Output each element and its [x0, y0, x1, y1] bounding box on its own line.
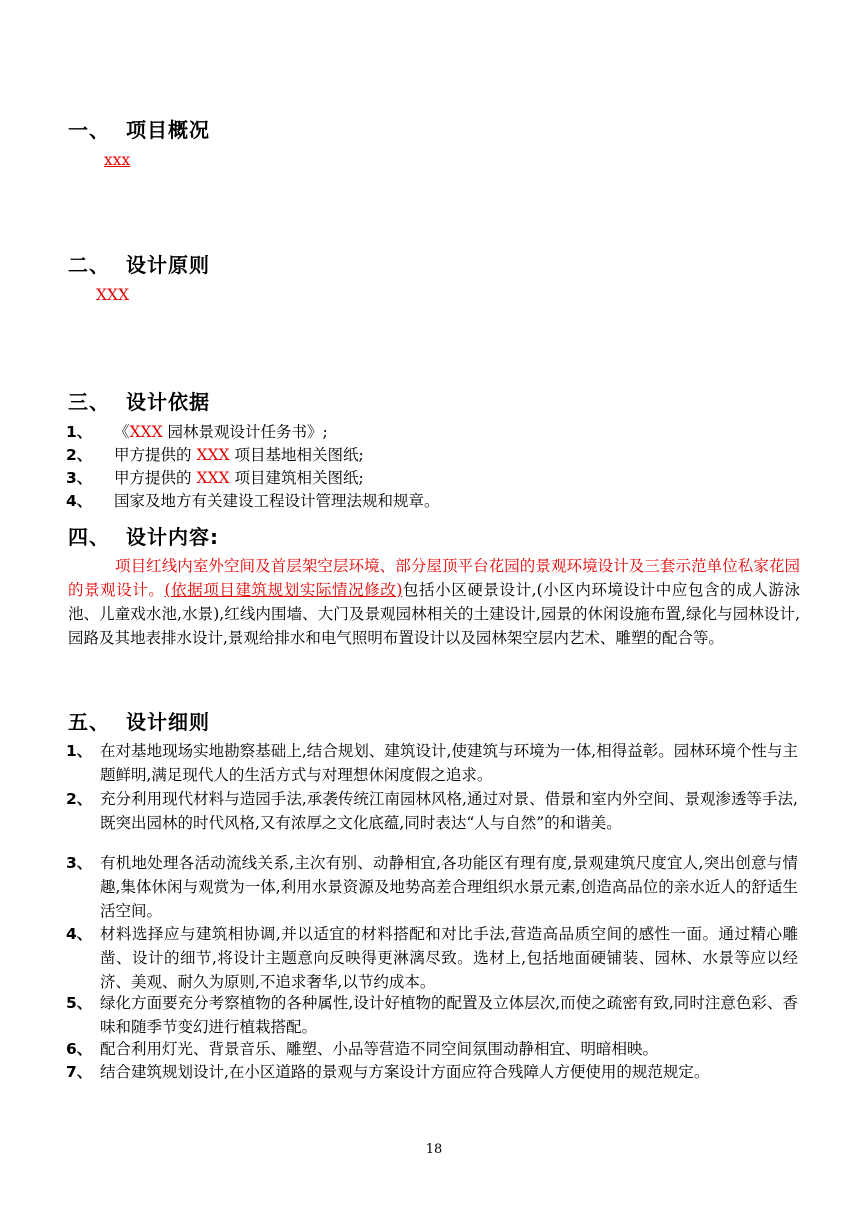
heading-design-content	[68, 521, 219, 550]
heading-number: 二、	[68, 253, 110, 277]
list-item	[66, 991, 798, 1039]
heading-title: 设计内容:	[126, 525, 219, 549]
list-item-number: 3、	[66, 469, 93, 487]
heading-design-details	[68, 706, 210, 735]
list-item-number: 4、	[66, 925, 93, 943]
list-item-text: 国家及地方有关建设工程设计管理法规和规章。	[114, 492, 440, 510]
design-content-note: (依据项目建筑规划实际情况修改)	[164, 581, 403, 599]
list-item-placeholder: XXX	[129, 423, 163, 441]
list-item	[66, 443, 798, 467]
list-item	[66, 420, 798, 444]
list-item-number: 5、	[66, 994, 93, 1012]
heading-title: 设计原则	[126, 253, 210, 277]
list-item-text: 项目基地相关图纸;	[229, 446, 364, 464]
heading-design-principles	[68, 249, 210, 278]
list-item-text: 结合建筑规划设计,在小区道路的景观与方案设计方面应符合残障人方便使用的规范规定。	[100, 1063, 710, 1081]
heading-title: 设计依据	[126, 390, 210, 414]
list-item-text: 甲方提供的	[114, 469, 197, 487]
list-item-text: 园林景观设计任务书》;	[162, 423, 328, 441]
design-content-details: 包括小区硬景设计,(小区内环境设计中应包含的成人游泳池、儿童戏水池,水景),红线内围墙、大门及景观园林相关的土建设计,园景的休闲设施布置,绿化与园林设计,园路及其地表排水设计,景观给排水和电气照明布置设计以及园林架空层内艺术、雕塑的配合等。	[68, 581, 800, 647]
list-item-text: 项目建筑相关图纸;	[229, 469, 364, 487]
list-item-text: 材料选择应与建筑相协调,并以适宜的材料搭配和对比手法,营造高品质空间的感性一面。通过精心雕凿、设计的细节,将设计主题意向反映得更淋漓尽致。选材上,包括地面硬铺装、园林、水景等应以经济、美观、耐久为原则,不追求奢华,以节约成本。	[100, 925, 798, 991]
heading-number: 四、	[68, 525, 110, 549]
heading-number: 一、	[68, 118, 110, 142]
list-item	[66, 1060, 798, 1084]
project-overview-body: xxx	[104, 151, 131, 169]
design-content-scope: 项目红线内室外空间及首层架空层环境、部分屋顶平台花园的景观环境设计及三套示范单位私家花园的景观设计。	[68, 557, 800, 599]
list-item-text: 配合利用灯光、背景音乐、雕塑、小品等营造不同空间氛围动静相宜、明暗相映。	[100, 1040, 659, 1058]
list-item	[66, 489, 798, 513]
heading-number: 五、	[68, 710, 110, 734]
list-item	[66, 739, 798, 787]
list-item	[66, 1037, 798, 1061]
list-item	[66, 466, 798, 490]
list-item	[66, 851, 798, 923]
list-item	[66, 922, 798, 994]
list-item-number: 1、	[66, 742, 93, 760]
heading-title: 设计细则	[126, 710, 210, 734]
list-item-number: 7、	[66, 1063, 93, 1081]
list-item-number: 6、	[66, 1040, 93, 1058]
heading-project-overview	[68, 114, 210, 143]
list-item-text: 充分利用现代材料与造园手法,承袭传统江南园林风格,通过对景、借景和室内外空间、景观渗透等手法,既突出园林的时代风格,又有浓厚之文化底蕴,同时表达“人与自然”的和谐美。	[100, 790, 798, 832]
heading-design-basis	[68, 386, 210, 415]
list-item-number: 3、	[66, 854, 93, 872]
list-item	[66, 787, 798, 835]
list-item-number: 2、	[66, 790, 93, 808]
list-item-text: 甲方提供的	[114, 446, 197, 464]
list-item-number: 2、	[66, 446, 93, 464]
list-item-text: 在对基地现场实地勘察基础上,结合规划、建筑设计,使建筑与环境为一体,相得益彰。园林环境个性与主题鲜明,满足现代人的生活方式与对理想休闲度假之追求。	[100, 742, 798, 784]
heading-number: 三、	[68, 390, 110, 414]
design-principles-body: XXX	[96, 286, 130, 304]
page-number: 18	[425, 1142, 443, 1157]
heading-title: 项目概况	[126, 118, 210, 142]
list-item-text: 绿化方面要充分考察植物的各种属性,设计好植物的配置及立体层次,而使之疏密有致,同时注意色彩、香味和随季节变幻进行植栽搭配。	[100, 994, 798, 1036]
list-item-placeholder: XXX	[196, 446, 230, 464]
list-item-number: 4、	[66, 492, 93, 510]
design-content-paragraph	[68, 554, 800, 650]
list-item-text: 有机地处理各活动流线关系,主次有别、动静相宜,各功能区有理有度,景观建筑尺度宜人,突出创意与情趣,集体休闲与观赏为一体,利用水景资源及地势高差合理组织水景元素,创造高品位的亲水近人的舒适生活空间。	[100, 854, 798, 920]
list-item-placeholder: XXX	[196, 469, 230, 487]
list-item-text: 《	[114, 423, 130, 441]
list-item-number: 1、	[66, 423, 93, 441]
